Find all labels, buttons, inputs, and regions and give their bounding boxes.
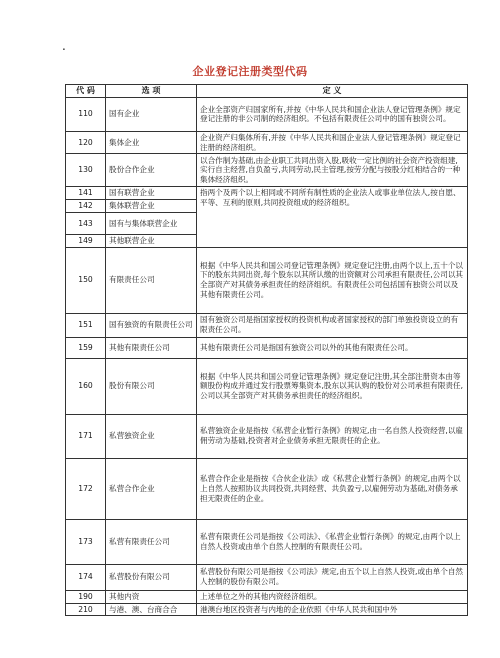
definition-cell: 上述单位之外的其他内资经济组织。 bbox=[197, 590, 468, 603]
table-row bbox=[66, 187, 468, 200]
header-code: 代 码 bbox=[66, 85, 106, 98]
table-row bbox=[66, 458, 468, 519]
definition-cell: 私营股份有限公司是指按《公司法》规定,由五个以上自然人投资,或由单个自然人控制的股份有限公司。 bbox=[197, 564, 468, 590]
definition-cell: 国有独资公司是指国家授权的投资机构或者国家授权的部门单独投资设立的有限责任公司。 bbox=[197, 313, 468, 337]
name-cell: 私营股份有限公司 bbox=[106, 564, 197, 590]
name-cell: 私营独资企业 bbox=[106, 414, 197, 458]
definition-cell: 企业资产归集体所有,并按《中华人民共和国企业法人登记管理条例》规定登记注册的经济组织。 bbox=[197, 131, 468, 154]
definition-cell: 企业全部资产归国家所有,并按《中华人民共和国企业法人登记管理条例》规定登记注册的非公司制的经济组织。不包括有限责任公司中的国有独资公司。 bbox=[197, 97, 468, 131]
code-cell: 143 bbox=[66, 212, 106, 234]
code-cell: 120 bbox=[66, 131, 106, 154]
definition-cell: 港澳台地区投资者与内地的企业依照《中华人民共和国中外 bbox=[197, 603, 468, 616]
table-row bbox=[66, 519, 468, 564]
table-row bbox=[66, 131, 468, 154]
code-cell: 174 bbox=[66, 564, 106, 590]
code-cell: 110 bbox=[66, 97, 106, 131]
name-cell: 其他有限责任公司 bbox=[106, 337, 197, 358]
page-title: 企业登记注册类型代码 bbox=[192, 65, 308, 78]
definition-cell: 私营独资企业是指按《私营企业暂行条例》的规定,由一名自然人投资经营,以雇佣劳动为基础,投资者对企业债务承担无限责任的企业。 bbox=[197, 414, 468, 458]
name-cell: 国有与集体联营企业 bbox=[106, 212, 197, 234]
name-cell: 集体联营企业 bbox=[106, 200, 197, 213]
header-definition: 定 义 bbox=[197, 85, 468, 98]
table-row bbox=[66, 603, 468, 616]
name-cell: 股份有限公司 bbox=[106, 358, 197, 414]
code-cell: 173 bbox=[66, 519, 106, 564]
code-cell: 130 bbox=[66, 154, 106, 187]
code-cell: 172 bbox=[66, 458, 106, 519]
definition-cell: 根据《中华人民共和国公司登记管理条例》规定登记注册,其全部注册资本由等额股份构成并通过发行股票筹集资本,股东以其认购的股份对公司承担有限责任,公司以其全部资产对其债务承担责任的经济组织。 bbox=[197, 358, 468, 414]
merged-definition-cell: 指两个及两个以上相同或不同所有制性质的企业法人或事业单位法人,按自愿、平等、互利的原则,共同投资组成的经济组织。 bbox=[197, 187, 468, 247]
code-cell: 160 bbox=[66, 358, 106, 414]
name-cell: 集体企业 bbox=[106, 131, 197, 154]
name-cell: 其他内资 bbox=[106, 590, 197, 603]
code-cell: 159 bbox=[66, 337, 106, 358]
table-header-row bbox=[66, 85, 468, 98]
definition-cell: 根据《中华人民共和国公司登记管理条例》规定登记注册,由两个以上,五十个以下的股东共同出资,每个股东以其所认缴的出资额对公司承担有限责任,公司以其全部资产对其债务承担责任的经济组织。有限责任公司包括国有独资公司以及其他有限责任公司。 bbox=[197, 247, 468, 313]
definition-cell: 私营有限责任公司是指按《公司法》、《私营企业暂行条例》的规定,由两个以上自然人投资或由单个自然人控制的有限责任公司。 bbox=[197, 519, 468, 564]
table-row bbox=[66, 154, 468, 187]
code-cell: 150 bbox=[66, 247, 106, 313]
table-row bbox=[66, 247, 468, 313]
registration-type-table bbox=[65, 84, 468, 616]
stray-dot: . bbox=[62, 39, 66, 53]
code-cell: 210 bbox=[66, 603, 106, 616]
name-cell: 私营有限责任公司 bbox=[106, 519, 197, 564]
code-cell: 151 bbox=[66, 313, 106, 337]
name-cell: 有限责任公司 bbox=[106, 247, 197, 313]
name-cell: 与港、澳、台商合合 bbox=[106, 603, 197, 616]
code-cell: 142 bbox=[66, 200, 106, 213]
name-cell: 其他联营企业 bbox=[106, 234, 197, 247]
table-row bbox=[66, 564, 468, 590]
name-cell: 国有联营企业 bbox=[106, 187, 197, 200]
table-row bbox=[66, 313, 468, 337]
table-row bbox=[66, 337, 468, 358]
code-cell: 171 bbox=[66, 414, 106, 458]
name-cell: 国有企业 bbox=[106, 97, 197, 131]
table-row bbox=[66, 358, 468, 414]
header-name: 选 项 bbox=[106, 85, 197, 98]
definition-cell: 以合作制为基础,由企业职工共同出资入股,吸收一定比例的社会资产投资组建,实行自主经营,自负盈亏,共同劳动,民主管理,按劳分配与按股分红相结合的一种集体经济组织。 bbox=[197, 154, 468, 187]
code-cell: 141 bbox=[66, 187, 106, 200]
table-row bbox=[66, 590, 468, 603]
table-row bbox=[66, 414, 468, 458]
name-cell: 股份合作企业 bbox=[106, 154, 197, 187]
code-cell: 149 bbox=[66, 234, 106, 247]
definition-cell: 其他有限责任公司是指国有独资公司以外的其他有限责任公司。 bbox=[197, 337, 468, 358]
code-cell: 190 bbox=[66, 590, 106, 603]
table-row bbox=[66, 97, 468, 131]
definition-cell: 私营合作企业是指按《合伙企业法》或《私营企业暂行条例》的规定,由两个以上自然人按照协议共同投资,共同经营、共负盈亏,以雇佣劳动为基础,对债务承担无限责任的企业。 bbox=[197, 458, 468, 519]
name-cell: 私营合作企业 bbox=[106, 458, 197, 519]
name-cell: 国有独资的有限责任公司 bbox=[106, 313, 197, 337]
